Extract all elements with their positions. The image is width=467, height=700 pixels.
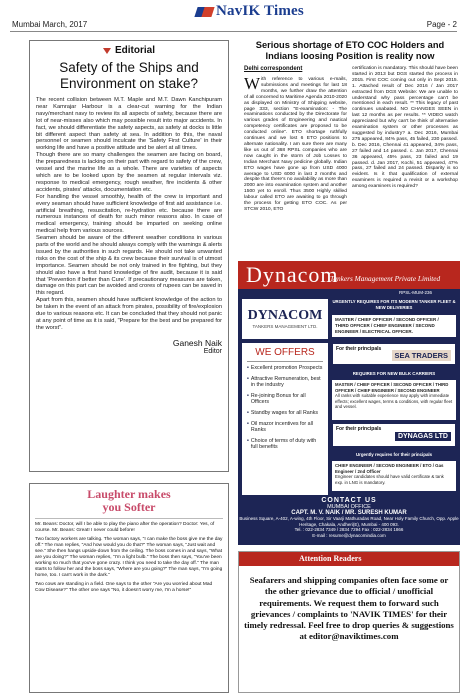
editorial-paragraph: Seamen should be aware of the different weather conditions in various parts of the world and he should always comply with the warnings & alerts issued by the authorities in such regards. He should not take unwanted risks on the cost of the ship & its crew because their survival is of utmost importance. Seamen should be not only trained in fire fighting, but they should also have a first hand knowledge of fire audit, because it is said that 'Prevention if better than Cure'. If precautionary measures are taken, damage on this part can be avoided and crores of rupees can be saved in this regard.	[36, 235, 222, 297]
dynacom-advertisement[interactable]	[238, 261, 460, 545]
editorial-label-text: Editorial	[114, 45, 155, 56]
joke-item: Two cows are standing in a field. One says to the other "Are you worried about Mad Cow Disease?" The other one says "No, it doesn't worry me, I'm a horse!"	[35, 582, 213, 593]
laughter-divider	[35, 518, 223, 519]
editorial-paragraph: For handling the vessel smoothly, health of the crew is important and every seaman should have sufficient knowledge of first aid assistance i.e. artificial breathing, resuscitation, re-hydration etc. because there are numerous instances of death for such minor reasons also. In case of medical emergency, training should be imparted on seeking online medical help from various sources.	[36, 193, 222, 235]
laughter-title-line1: Laughter makes	[87, 487, 171, 501]
bulk-carrier-note: All ranks with suitable experience may apply with immediate effects; excellent wages, terms & conditions, with regular fleet and vessel.	[335, 393, 453, 409]
ad-company-subtitle: Tankers Management Private Limited	[330, 274, 441, 283]
sea-traders-logo: SEA TRADERS	[392, 350, 451, 361]
page-number: Page - 2	[426, 20, 457, 29]
offer-item	[247, 410, 323, 417]
joke-item: Two factory workers are talking. The woman says, "I can make the boss give me the day off." The man replies, "And how would you do that?" The woman says, "Just wait and see." She then hangs upside-down from the ceiling. The boss comes in and says, "What are you doing?" The woman replies, "I'm a light bulb." The boss then says, "You've been working so much that you've gone crazy. I think you need to take the day off." The man starts to follow her and the boss says, "Where are you going?" The man says, "I'm going home, too. I can't work in the dark."	[35, 537, 223, 578]
urgent-lng-body	[332, 461, 456, 491]
editorial-author: Ganesh Naik	[172, 337, 222, 348]
offer-item	[247, 421, 323, 434]
attention-body: Seafarers and shipping companies often face some or the other grievance due to official / unofficial requirements. We request them to forward such grievances / complaints to 'NAVIK TIMES' for their timely redressal. Feel free to drop queries & suggestions at editor@naviktimes.com	[244, 575, 454, 642]
laughter-title-line2: you Softer	[102, 500, 156, 514]
masthead	[0, 0, 467, 32]
contact-email[interactable]: E-mail : resume@dynacomindia.com	[312, 532, 386, 538]
logo-mark-icon	[196, 5, 214, 19]
offer-item	[247, 393, 323, 406]
offer-item	[247, 365, 323, 372]
bullet-icon: •	[247, 437, 249, 444]
offer-item	[247, 438, 323, 451]
dynagas-principal	[332, 423, 456, 447]
bullet-icon: •	[247, 392, 249, 399]
bulk-carrier-heading: REQUIRES FOR NEW BULK CARRIERS	[332, 369, 456, 379]
dynagas-logo: DYNAGAS LTD	[395, 432, 451, 441]
dynacom-logo-text: DYNACOM	[247, 308, 323, 323]
laughter-body	[35, 522, 223, 594]
editorial-title: Safety of the Ships and Environment on stake?	[59, 60, 199, 91]
contact-address: Business Square, A-402, A-wing, 4th Floor, Sir Vaarji Mathuradas Road, Near Holy Family Church, Opp. Apple Heritage, Chakala, Andheri(E), Mumbai - 400 093.	[239, 516, 459, 527]
offer-item-text: Excellent promotion Prospects	[250, 365, 323, 371]
offer-item-text: Re-joining Bonus for all Officers	[250, 392, 306, 406]
editorial-box	[29, 40, 229, 472]
bullet-icon: •	[247, 365, 249, 371]
editorial-paragraph: The recent collision between M.T. Maple and M.T. Dawn Kanchipuram near Kamrajar Harbour is a clear-cut warning for the Indian navy/merchant navy to review its all aspects of safety, because there are lot of near-misses also which may possible result into major accidents. In fact, we should differentiate the safety aspects, as safety at docks is little bit different aspect than safety at sea. In addition to this, the naval personnel or seamen should inculcate the 'Safety First Culture' in their working life and have a positive attitude and be alert at all times.	[36, 97, 222, 152]
editorial-body	[36, 97, 222, 332]
ad-company-name: Dynacom	[246, 262, 339, 287]
offer-item-text: Standby wages for all Ranks	[250, 409, 318, 416]
dynacom-logo-subtext: TANKERS MANAGEMENT LTD.	[252, 324, 318, 329]
urgent-lng-note: Engineer candidates should have valid certificate & tank exp. in LNG is mandatory.	[335, 474, 444, 485]
article-headline[interactable]: Serious shortage of ETO COC Holders and Indians loosing Position is reality now	[255, 40, 445, 61]
offer-item-text: Oil mazor incentives for all Ranks	[250, 420, 313, 434]
we-offers-divider	[247, 361, 323, 362]
editorial-author-role: Editor	[203, 347, 222, 355]
we-offers-title: WE OFFERS	[255, 347, 315, 358]
contact-phone: Tel. : 022-2834 7349 / 2834 7294 Fax : 022-2834 1866	[294, 527, 404, 532]
article-column-1-text: ith reference to various e-mails, submissions and meetings for last 18 months, we further draw the attention of all concerned to Maritime Agenda 2010-2020 as displayed on Ministry of Shipping website, page 333, section "E-examination: - The examinations conducted by the Directorate for various grades of Engineering and nautical competency certificates are proposed to be conducted online". ETO shortage ruthfully continues and we lost 6 ETO positions to alternate nationality. I am sure there are many like us out of 368 RPSL companies who are now caught in the storm of Job Losses to Indian Merchant Navy pedicine globally. Indian ETO wages have gone up from USD 4000 average to USD 6000 in last 2 months and despite that there's no availability as more than 2000 are into examination system and another 1500 yet to enroll. Thus 3500 Highly skilled labour called ETO are awaiting to go through the process for getting ETO COC. As per STCW 2010, ETO	[244, 77, 347, 212]
editorial-paragraph: Apart from this, seamen should have sufficient knowledge of the action to be taken in the event of an attack from pirates, possibility of fire/explosion due to various reasons etc. It can be concluded that they should not panic at any point of time as it is said, "Prepare for the best and be prepared for the worst".	[36, 297, 222, 331]
joke-item: Mr. Beans: Doctor, will I be able to play the piano after the operation? Doctor: Yes, of course. Mr. Beans: Great! I never could before!	[35, 522, 215, 533]
drop-cap: W	[244, 74, 261, 93]
urgent-tanker-heading: URGENTLY REQUIRES FOR ITS MODERN TANKER FLEET & NEW DELIVERIES	[332, 299, 456, 313]
contact-office: MUMBAI OFFICE	[327, 504, 371, 510]
attention-heading: Attention Readers	[239, 552, 459, 566]
urgent-lng-heading: Urgently requires for their principals	[332, 450, 456, 460]
urgent-tanker-ranks: MASTER / CHIEF OFFICER / SECOND OFFICER / THIRD OFFICER / CHIEF ENGINEER / SECOND ENGINEER / ELECTRICAL OFFICER.	[332, 315, 456, 337]
bullet-icon: •	[247, 420, 249, 427]
contact-person: CAPT. M. V. NAIK / MR. SURESH KUMAR	[291, 510, 407, 516]
editorial-paragraph: Though there are so many challenges the seamen are facing on board, the preparedness is lacking on their part with regard to safety of the crew, vessel and the marine life as a whole. There are varieties of aspects which are to be looked upon by the seamen at regular intervals viz. response to medical emergency, rough weather, fire incidents & other accidents, pirates' attacks, documentation etc.	[36, 152, 222, 193]
contact-strip	[238, 495, 460, 545]
bullet-icon: •	[247, 409, 249, 416]
ad-banner	[238, 261, 460, 289]
laughter-box	[29, 483, 229, 693]
masthead-divider	[10, 31, 457, 32]
principal-label: For their principals	[336, 346, 382, 352]
article-column-2: certification is mandatory. This should have been started in 2013 but DGS started the process in 2015. First COC coming out only in Sept 2015. 1. Attached result of Dec 2016 / Jan 2017 extracted from DGS Website: We are unable to understand why pass percentage can't be mentioned in each result. ** This legacy of past continues unabated. NO CHANGES SEEN in last 12 months as per results. ** VIDEO watch appreciated but why can't be think of alternative examination system or other processes as suggested by industry? a. Dec 2016, Mumbai 275 appeared, 84% pass, 45 failed, 230 passed. b. Dec 2016, Chennai 41 appeared, 34% pass, 27 failed and 14 passed. c. Jan 2017, Chennai 36 appeared, 45% pass, 23 failed and 19 passed. d. Jan 2017, Kochi, 51 appeared, 47% pass, 27 failed and 24 passed. Disparity is so evident. Is it that qualification of external examiners is required a revisit or a workshop among examiners is required?	[352, 66, 458, 190]
offer-item	[247, 376, 323, 389]
article-column-1	[244, 74, 347, 213]
editorial-label	[36, 45, 222, 56]
article-byline: Delhi correspondent	[244, 66, 303, 72]
laughter-title	[35, 488, 223, 514]
urgent-lng-ranks: CHIEF ENGINEER / SECOND ENGINEER / ETO / Gas Engineer / 2nd Officer	[335, 463, 444, 474]
dynacom-logo	[242, 299, 328, 339]
ad-rpsl-number: RPSL-MUM-236	[238, 289, 460, 296]
offer-item-text: Attractive Remuneration, best in the industry	[250, 375, 321, 389]
bulk-carrier-body	[332, 380, 456, 420]
sea-traders-principal	[332, 343, 456, 365]
bulk-carrier-ranks: MASTER / CHIEF OFFICER / SECOND OFFICER / THIRD OFFICER / CHIEF ENGINEER / SECOND ENGINEER	[335, 382, 449, 393]
logo-text: NavIK Times	[216, 3, 304, 19]
issue-date: Mumbai March, 2017	[12, 20, 88, 29]
attention-readers-box	[238, 551, 460, 693]
triangle-down-icon	[103, 48, 111, 54]
offer-item-text: Choice of terms of duty with full benefits	[250, 437, 317, 451]
bullet-icon: •	[247, 375, 249, 382]
contact-heading: CONTACT US	[321, 497, 377, 504]
principal-label: For their principals	[336, 426, 382, 432]
navik-times-logo[interactable]	[196, 3, 304, 20]
